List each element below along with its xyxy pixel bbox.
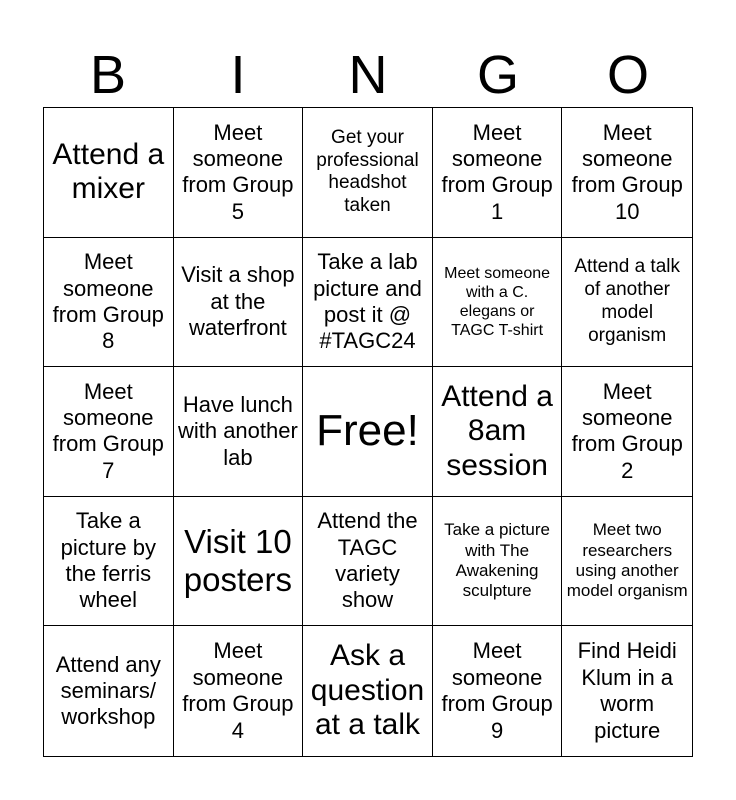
bingo-cell[interactable] [562,108,692,238]
bingo-cell[interactable] [303,626,433,756]
cell-text: Attend a 8am session [441,379,553,482]
bingo-cell[interactable] [303,238,433,368]
bingo-cell[interactable] [174,108,304,238]
bingo-cell[interactable] [303,108,433,238]
cell-text: Find Heidi Klum in a worm picture [577,638,677,743]
bingo-cell[interactable] [433,238,563,368]
bingo-cell[interactable] [174,238,304,368]
cell-text: Take a picture by the ferris wheel [60,508,156,613]
cell-text: Take a picture with The Awakening sculpture [444,520,551,601]
cell-text: Meet someone with a C. elegans or TAGC T-shirt [444,264,551,340]
cell-text: Meet someone from Group 2 [571,378,683,483]
cell-text: Meet someone from Group 10 [571,119,683,224]
cell-text: Attend a talk of another model organism [574,256,680,346]
bingo-cell[interactable] [44,238,174,368]
bingo-cell[interactable] [562,367,692,497]
header-letter-g: G [476,45,519,105]
bingo-cell[interactable] [44,497,174,627]
cell-text: Take a lab picture and post it @ #TAGC24 [313,249,422,354]
header-letter-i: I [230,45,246,105]
cell-text: Meet someone from Group 5 [182,119,294,224]
cell-text: Visit 10 posters [183,523,292,599]
cell-text: Meet two researchers using another model organism [566,520,688,601]
bingo-cell[interactable] [562,626,692,756]
bingo-cell[interactable] [303,497,433,627]
cell-text: Attend any seminars/ workshop [55,651,161,730]
cell-text: Attend the TAGC variety show [317,508,418,613]
cell-text: Meet someone from Group 8 [52,249,164,354]
bingo-cell[interactable] [174,626,304,756]
bingo-cell[interactable] [433,367,563,497]
header-letter-n: N [348,45,388,105]
cell-text: Visit a shop at the waterfront [181,262,295,341]
bingo-cell[interactable] [44,626,174,756]
bingo-cell[interactable] [174,497,304,627]
bingo-header [43,44,693,106]
bingo-cell[interactable] [562,238,692,368]
cell-text: Meet someone from Group 9 [441,638,553,743]
bingo-cell[interactable] [562,497,692,627]
bingo-cell[interactable] [44,108,174,238]
bingo-cell-free[interactable] [303,367,433,497]
cell-text: Meet someone from Group 4 [182,638,294,743]
bingo-cell[interactable] [433,626,563,756]
header-letter-b: B [89,45,127,105]
header-letter-o: O [606,45,649,105]
bingo-cell[interactable] [433,497,563,627]
bingo-cell[interactable] [174,367,304,497]
cell-text: Meet someone from Group 1 [441,119,553,224]
bingo-cell[interactable] [44,367,174,497]
cell-text: Have lunch with another lab [177,391,298,470]
cell-text: Meet someone from Group 7 [52,378,164,483]
bingo-cell[interactable] [433,108,563,238]
cell-text: Attend a mixer [52,137,165,206]
cell-text: Ask a question at a talk [310,639,425,742]
cell-text: Free! [316,406,419,456]
bingo-board [43,107,693,757]
cell-text: Get your professional headshot taken [316,126,419,217]
